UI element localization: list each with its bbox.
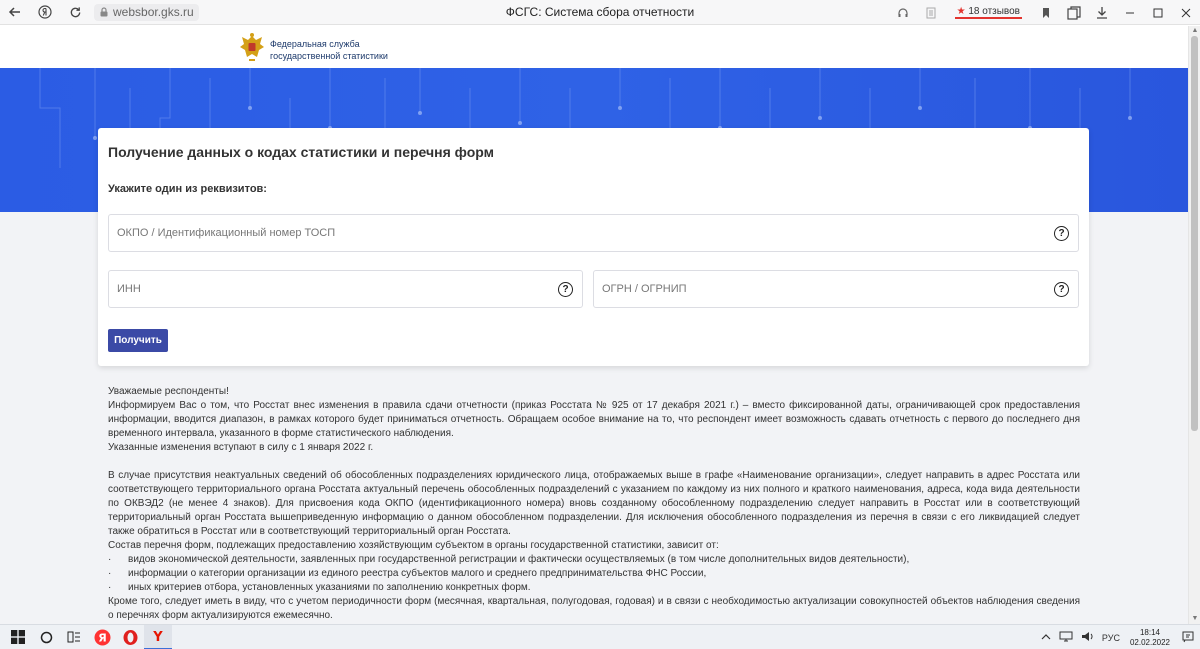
task-view-icon[interactable] <box>60 625 88 649</box>
tab-title: ФСГС: Система сбора отчетности <box>505 5 695 19</box>
yandex-icon[interactable] <box>34 1 56 23</box>
org-name-line1: Федеральная служба <box>270 39 360 49</box>
scroll-up-arrow-icon[interactable]: ▲ <box>1191 27 1199 34</box>
okpo-placeholder: ОКПО / Идентификационный номер ТОСП <box>117 227 336 239</box>
bullet-mark: · <box>108 582 112 593</box>
site-header <box>0 26 1188 68</box>
close-button[interactable] <box>1172 0 1200 25</box>
svg-text:Я: Я <box>97 631 107 644</box>
notifications-icon[interactable] <box>1182 631 1194 645</box>
clock-date: 02.02.2022 <box>1129 637 1170 647</box>
lock-icon <box>99 7 109 17</box>
page-scrollbar[interactable] <box>1188 26 1200 624</box>
volume-icon[interactable] <box>1081 631 1094 644</box>
notice-paragraph: Информируем Вас о том, что Росстат внес изменения в правила сдачи отчетности (приказ Росстата № 925 от 17 декабря 2021 г.) – вместо фиксированной даты, ограничивающей срок предоставления информации, вводится диапазон, в рамках которого будет приниматься отчетность. Обращаем особое внимание на то, что респондент имеет возможность сдавать отчетность с первого до последнего дня временного интервала, указанного в форме статистического наблюдения. <box>108 400 1080 439</box>
yandex-y-icon[interactable] <box>144 625 172 649</box>
minimize-button[interactable] <box>1116 0 1144 25</box>
list-item-text: видов экономической деятельности, заявленных при государственной регистрации и фактически осуществляемых (в том числе дополнительных видов деятельности), <box>128 554 910 565</box>
submit-button[interactable]: Получить <box>108 329 168 352</box>
codes-request-card <box>98 128 1089 366</box>
help-icon[interactable]: ? <box>1054 226 1069 241</box>
notice-paragraph: В случае присутствия неактуальных сведений об обособленных подразделениях юридического лица, отображаемых выше в графе «Наименование организации», следует направить в адрес Росстата или соответствующего территориального органа Росстата актуальный перечень обособленных подразделений с указанием по каждому из них полного и краткого наименования, адреса, кода вида деятельности по ОКВЭД2 (не менее 4 знаков). Для присвоения кода ОКПО (идентификационного номера) вновь созданному обособленному подразделению следует направить в Росстат или в соответствующий территориальный орган Росстата вышеприведенную информацию о данном обособленном подразделении. Для исключения обособленного подразделения из перечня в связи с его ликвидацией следует также обратиться в Росстат или в соответствующий территориальный орган Росстата. <box>108 470 1080 537</box>
help-icon[interactable]: ? <box>558 282 573 297</box>
card-subtitle: Укажите один из реквизитов: <box>108 183 267 195</box>
maximize-button[interactable] <box>1144 0 1172 25</box>
org-name[interactable] <box>270 38 388 62</box>
reviews-badge[interactable] <box>955 6 1022 19</box>
star-icon: ★ <box>956 6 966 17</box>
search-circle-icon[interactable] <box>32 625 60 649</box>
reviews-text: 18 отзывов <box>968 6 1020 17</box>
chevron-up-icon[interactable] <box>1041 633 1051 643</box>
svg-text:Y: Y <box>153 630 163 644</box>
address-bar[interactable] <box>94 4 199 21</box>
reader-mode-icon[interactable] <box>921 3 941 23</box>
list-item <box>108 581 1080 595</box>
bullet-mark: · <box>108 568 112 579</box>
back-button[interactable] <box>4 1 26 23</box>
download-icon[interactable] <box>1092 3 1112 23</box>
network-icon[interactable] <box>1059 631 1073 644</box>
notice-paragraph: Указанные изменения вступают в силу с 1 января 2022 г. <box>108 442 374 453</box>
inn-field[interactable] <box>108 270 583 308</box>
list-item-text: иных критериев отбора, установленных указаниями по заполнению конкретных форм. <box>128 582 531 593</box>
clock-time: 18:14 <box>1139 627 1160 637</box>
yandex-browser-icon[interactable] <box>88 625 116 649</box>
list-item <box>108 567 1080 581</box>
system-clock[interactable] <box>1130 628 1170 648</box>
inn-placeholder: ИНН <box>117 283 141 295</box>
scroll-down-arrow-icon[interactable]: ▼ <box>1191 615 1199 622</box>
list-item <box>108 553 1080 567</box>
notice-text <box>108 385 1080 623</box>
windows-start-icon[interactable] <box>4 625 32 649</box>
rosstat-emblem-icon[interactable] <box>238 32 266 62</box>
notice-paragraph: Состав перечня форм, подлежащих предоставлению хозяйствующим субъектом в органы государственной статистики, зависит от: <box>108 540 719 551</box>
notice-paragraph: Кроме того, следует иметь в виду, что с учетом периодичности форм (месячная, квартальная, полугодовая, годовая) и в связи с необходимостью актуализации совокупностей объектов наблюдения сведения о перечнях форм актуализируются ежемесячно. <box>108 596 1080 621</box>
ogrn-field[interactable] <box>593 270 1079 308</box>
ogrn-placeholder: ОГРН / ОГРНИП <box>602 283 687 295</box>
opera-icon[interactable] <box>116 625 144 649</box>
url-text: websbor.gks.ru <box>113 5 194 19</box>
browser-toolbar <box>0 0 1200 25</box>
list-item-text: информации о категории организации из единого реестра субъектов малого и среднего предпринимательства ФНС России, <box>128 568 707 579</box>
help-icon[interactable]: ? <box>1054 282 1069 297</box>
org-name-line2: государственной статистики <box>270 51 388 61</box>
headphones-icon[interactable] <box>893 3 913 23</box>
bookmark-icon[interactable] <box>1036 3 1056 23</box>
card-title: Получение данных о кодах статистики и перечня форм <box>108 144 494 160</box>
language-indicator[interactable]: РУС <box>1101 632 1120 643</box>
notice-greeting: Уважаемые респонденты! <box>108 386 229 397</box>
windows-taskbar <box>0 624 1200 649</box>
collections-icon[interactable] <box>1064 3 1084 23</box>
bullet-mark: · <box>108 554 112 565</box>
reload-button[interactable] <box>64 1 86 23</box>
scroll-thumb[interactable] <box>1191 36 1198 431</box>
okpo-field[interactable] <box>108 214 1079 252</box>
